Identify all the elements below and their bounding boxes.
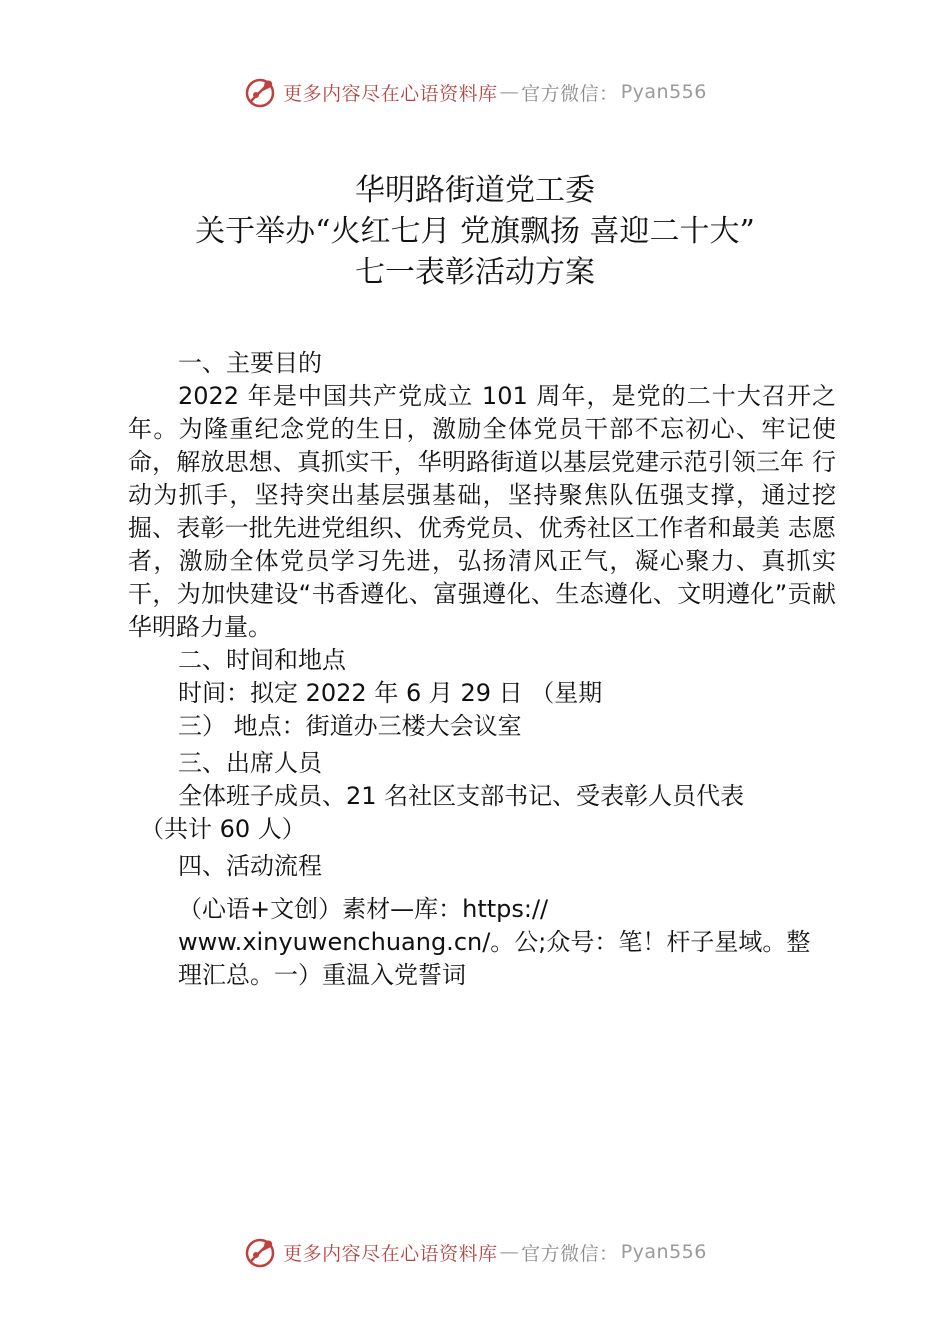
section-4-heading: 四、活动流程 [178,852,322,880]
quill-logo-icon [243,1235,277,1269]
watermark-dash: — [499,81,520,103]
watermark-side-text: 官方微信： [521,82,619,105]
section-3-heading: 三、出席人员 [178,749,322,777]
section-2-time: 时间：拟定 2022 年 6 月 29 日 （星期 [178,679,603,707]
section-3-count: （共计 60 人） [140,815,306,843]
section-1-heading: 一、主要目的 [178,349,322,377]
document-body [128,347,836,992]
watermark-main-text: 更多内容尽在心语资料库 [283,1242,498,1265]
section-1-body: 2022 年是中国共产党成立 101 周年，是党的二十大召开之年。为隆重纪念党的生日，激励全体党员干部不忘初心、牢记使命，解放思想、真抓实干，华明路街道以基层党建示范引领三年 行动为抓手，坚持突出基层强基础，坚持聚焦队伍强支撑，通过挖掘、表彰一批先进党组织、优秀党员、优秀社区工作者和最美 志愿者，激励全体党员学习先进，弘扬清风正气，凝心聚力、真抓实干，为加快建设“书香遵化、富强遵化、生态遵化、文明遵化”贡献华明路力量。 [128,382,836,641]
document-title [0,170,950,293]
title-line-1: 华明路街道党工委 [355,173,595,208]
section-2-location: 三） 地点：街道办三楼大会议室 [178,712,522,740]
watermark-footer [0,1232,950,1272]
section-4-line-2: www.xinyuwenchuang.cn/。公;众号：笔！杆子星域。整 [178,928,811,956]
section-3-attendees: 全体班子成员、21 名社区支部书记、受表彰人员代表 [178,782,745,810]
title-line-3: 七一表彰活动方案 [355,255,595,290]
watermark-dash: — [499,1241,520,1263]
quill-logo-icon [243,75,277,109]
section-4-line-3: 理汇总。一）重温入党誓词 [178,961,466,989]
section-2-heading: 二、时间和地点 [178,646,346,674]
watermark-header [0,72,950,112]
watermark-id: Pyan556 [620,81,707,103]
title-line-2: 关于举办“火红七月 党旗飘扬 喜迎二十大” [195,214,755,249]
section-4-line-1: （心语+文创）素材—库：https:// [178,895,549,923]
watermark-main-text: 更多内容尽在心语资料库 [283,82,498,105]
watermark-id: Pyan556 [620,1241,707,1263]
watermark-side-text: 官方微信： [521,1242,619,1265]
